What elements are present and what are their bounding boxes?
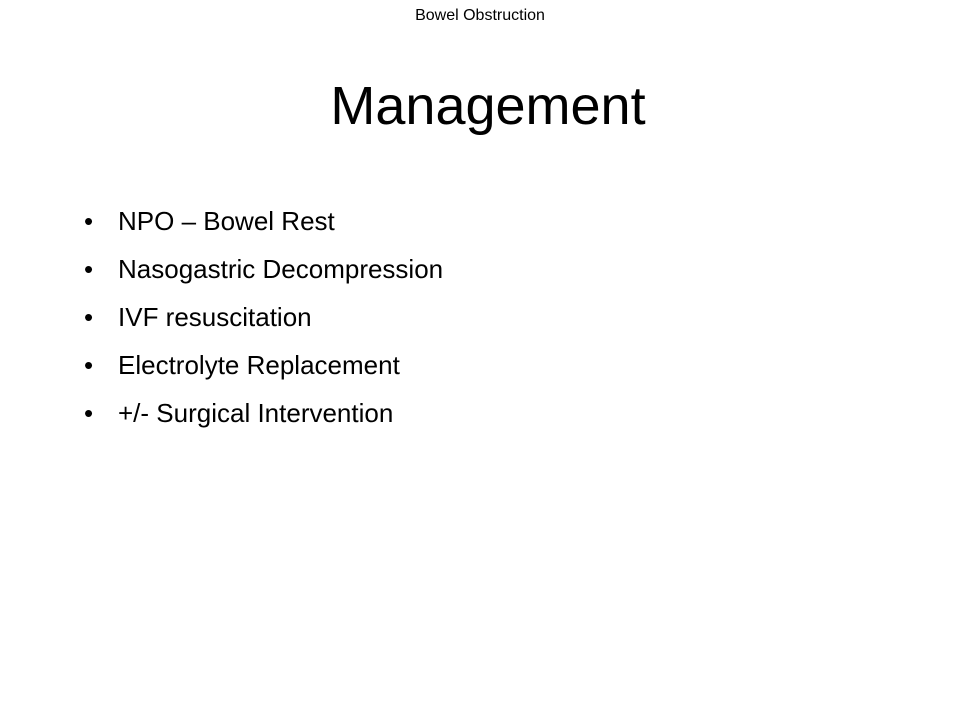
bullet-marker: • [84,206,94,236]
slide-header: Bowel Obstruction [415,7,545,24]
bullet-text: Nasogastric Decompression [118,254,444,284]
bullet-item [84,293,443,341]
bullet-text: +/- Surgical Intervention [118,398,394,428]
bullet-marker: • [84,350,94,380]
bullet-list [84,197,443,437]
bullet-text: Electrolyte Replacement [118,350,400,380]
bullet-text: IVF resuscitation [118,302,312,332]
bullet-text: NPO – Bowel Rest [118,206,335,236]
slide-title: Management [330,76,646,136]
bullet-marker: • [84,398,94,428]
bullet-item [84,341,443,389]
bullet-item [84,389,443,437]
bullet-item [84,245,443,293]
bullet-item [84,197,443,245]
bullet-marker: • [84,254,94,284]
bullet-marker: • [84,302,94,332]
